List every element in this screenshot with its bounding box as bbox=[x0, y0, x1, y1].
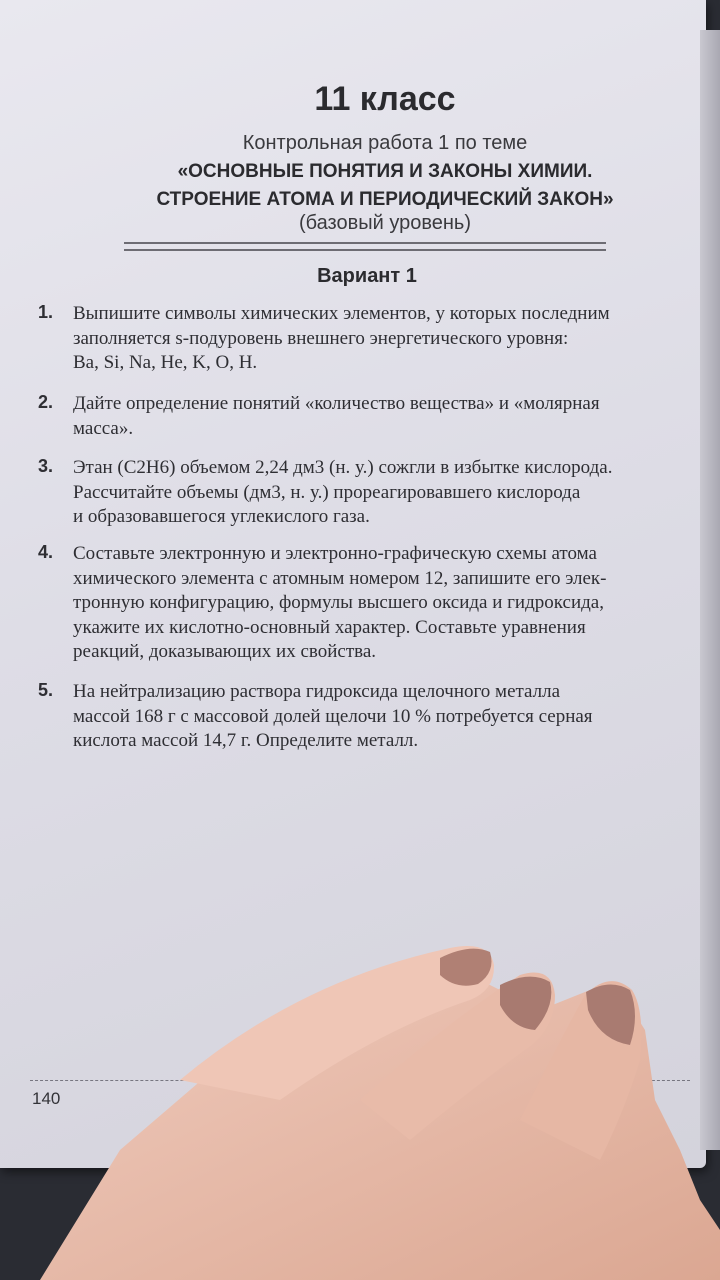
task-line: На нейтрализацию раствора гидроксида щелочного металла bbox=[73, 681, 561, 702]
task-number: 2. bbox=[38, 392, 54, 412]
variant-heading: Вариант 1 bbox=[317, 265, 417, 287]
task-line: Выпишите символы химических элементов, у которых последним bbox=[73, 303, 610, 324]
task-line: и образовавшегося углекислого газа. bbox=[73, 506, 370, 527]
task-line: тронную конфигурацию, формулы высшего оксида и гидроксида, bbox=[73, 592, 604, 613]
theme-line-1: «ОСНОВНЫЕ ПОНЯТИЯ И ЗАКОНЫ ХИМИИ. bbox=[177, 161, 593, 182]
task-number: 5. bbox=[38, 680, 54, 700]
task-number: 1. bbox=[38, 302, 54, 322]
test-subtitle: Контрольная работа 1 по теме bbox=[242, 132, 528, 154]
page-number: 140 bbox=[32, 1089, 61, 1108]
task-line: Рассчитайте объемы (дм3, н. у.) прореагировавшего кислорода bbox=[73, 481, 581, 503]
task-line: Этан (C2H6) объемом 2,24 дм3 (н. у.) сожгли в избытке кислорода. bbox=[73, 457, 613, 478]
task-line: массой 168 г с массовой долей щелочи 10 % потребуется серная bbox=[73, 705, 593, 727]
task-line: Ba, Si, Na, He, K, O, H. bbox=[73, 352, 258, 373]
task-line: кислота массой 14,7 г. Определите металл. bbox=[73, 730, 419, 751]
task-line: Составьте электронную и электронно-графическую схемы атома bbox=[73, 543, 597, 564]
task-line: заполняется s-подуровень внешнего энергетического уровня: bbox=[73, 327, 569, 349]
grade-title: 11 класс bbox=[314, 80, 456, 118]
level-label: (базовый уровень) bbox=[298, 212, 472, 234]
task-line: масса». bbox=[73, 417, 134, 439]
task-line: реакций, доказывающих их свойства. bbox=[73, 641, 377, 662]
task-line: укажите их кислотно-основный характер. Составьте уравнения bbox=[73, 616, 586, 638]
theme-line-2: СТРОЕНИЕ АТОМА И ПЕРИОДИЧЕСКИЙ ЗАКОН» bbox=[156, 189, 614, 210]
task-line: химического элемента с атомным номером 12, запишите его элек- bbox=[73, 567, 607, 589]
task-number: 4. bbox=[38, 542, 54, 562]
task-line: Дайте определение понятий «количество вещества» и «молярная bbox=[73, 393, 600, 414]
task-number: 3. bbox=[38, 456, 54, 476]
